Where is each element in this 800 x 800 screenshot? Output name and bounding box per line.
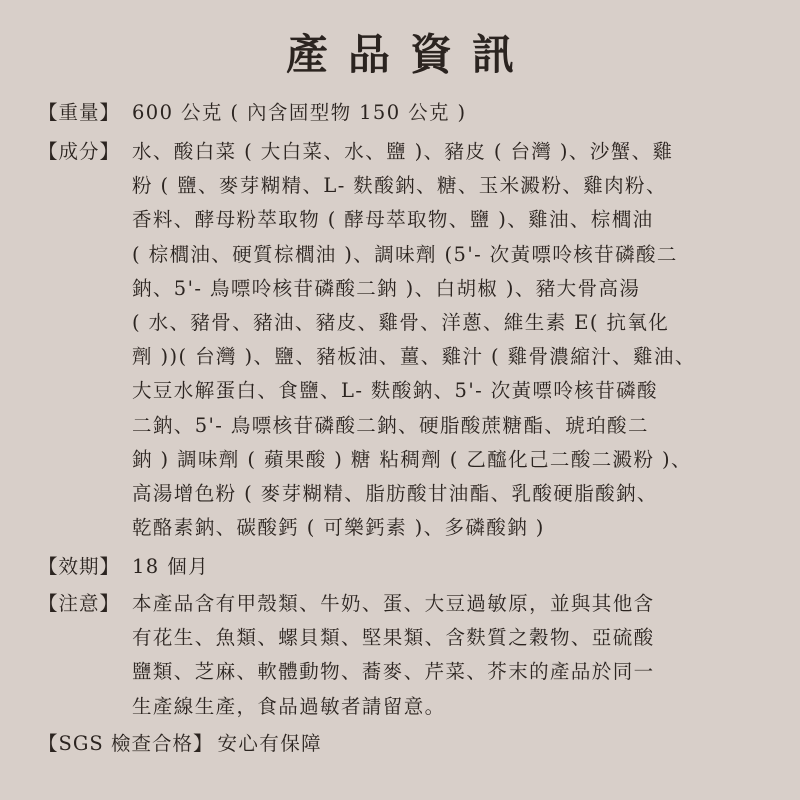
notice-section (38, 587, 778, 724)
text-line: 鈉、5'- 鳥嘌呤核苷磷酸二鈉 )、白胡椒 )、豬大骨高湯 (132, 276, 641, 300)
text-line: 600 公克 ( 內含固型物 150 公克 ) (132, 101, 467, 124)
text-line: 粉 ( 鹽、麥芽糊精、L- 麩酸鈉、糖、玉米澱粉、雞肉粉、 (132, 174, 667, 198)
weight-text (132, 96, 778, 130)
notice-label: 【注意】 (38, 592, 121, 615)
text-line: 本產品含有甲殼類、牛奶、蛋、大豆過敏原，並與其他含 (132, 592, 655, 615)
sgs-text (218, 727, 779, 761)
text-line: 大豆水解蛋白、食鹽、L- 麩酸鈉、5'- 次黃嘌呤核苷磷酸 (132, 379, 658, 403)
shelf-life-section (38, 550, 778, 584)
text-line: 有花生、魚類、螺貝類、堅果類、含麩質之穀物、亞硫酸 (132, 626, 655, 650)
text-line: 水、酸白菜 ( 大白菜、水、鹽 )、豬皮 ( 台灣 )、沙蟹、雞 (132, 140, 674, 163)
text-line: 二鈉、5'- 鳥嘌核苷磷酸二鈉、硬脂酸蔗糖酯、琥珀酸二 (132, 413, 649, 437)
text-line: 香料、酵母粉萃取物 ( 酵母萃取物、鹽 )、雞油、棕櫚油 (132, 208, 654, 232)
text-line: ( 水、豬骨、豬油、豬皮、雞骨、洋蔥、維生素 E( 抗氧化 (132, 311, 670, 335)
shelf-life-text (132, 550, 778, 584)
notice-text (132, 587, 778, 724)
weight-label: 【重量】 (38, 101, 121, 124)
sgs-section (38, 727, 778, 761)
weight-section (38, 96, 778, 130)
text-line: ( 棕櫚油、硬質棕櫚油 )、調味劑 (5'- 次黃嘌呤核苷磷酸二 (132, 242, 678, 266)
text-line: 18 個月 (132, 555, 210, 578)
sgs-label: 【SGS 檢查合格】 (38, 732, 214, 755)
page-title: 產品資訊 (285, 30, 534, 79)
text-line: 安心有保障 (217, 732, 323, 755)
text-line: 鹽類、芝麻、軟體動物、蕎麥、芹菜、芥末的產品於同一 (132, 660, 655, 684)
ingredients-section (38, 135, 778, 545)
shelf-life-label: 【效期】 (38, 555, 121, 578)
text-line: 乾酪素鈉、碳酸鈣 ( 可樂鈣素 )、多磷酸鈉 ) (132, 516, 545, 540)
ingredients-label: 【成分】 (38, 140, 121, 163)
text-line: 鈉 ) 調味劑 ( 蘋果酸 ) 糖 粘稠劑 ( 乙醯化己二酸二澱粉 )、 (132, 447, 692, 471)
text-line: 生產線生產，食品過敏者請留意。 (132, 694, 446, 718)
ingredients-text (132, 135, 778, 545)
text-line: 劑 ))( 台灣 )、鹽、豬板油、薑、雞汁 ( 雞骨濃縮汁、雞油、 (132, 345, 696, 369)
text-line: 高湯增色粉 ( 麥芽糊精、脂肪酸甘油酯、乳酸硬脂酸鈉、 (132, 482, 658, 506)
